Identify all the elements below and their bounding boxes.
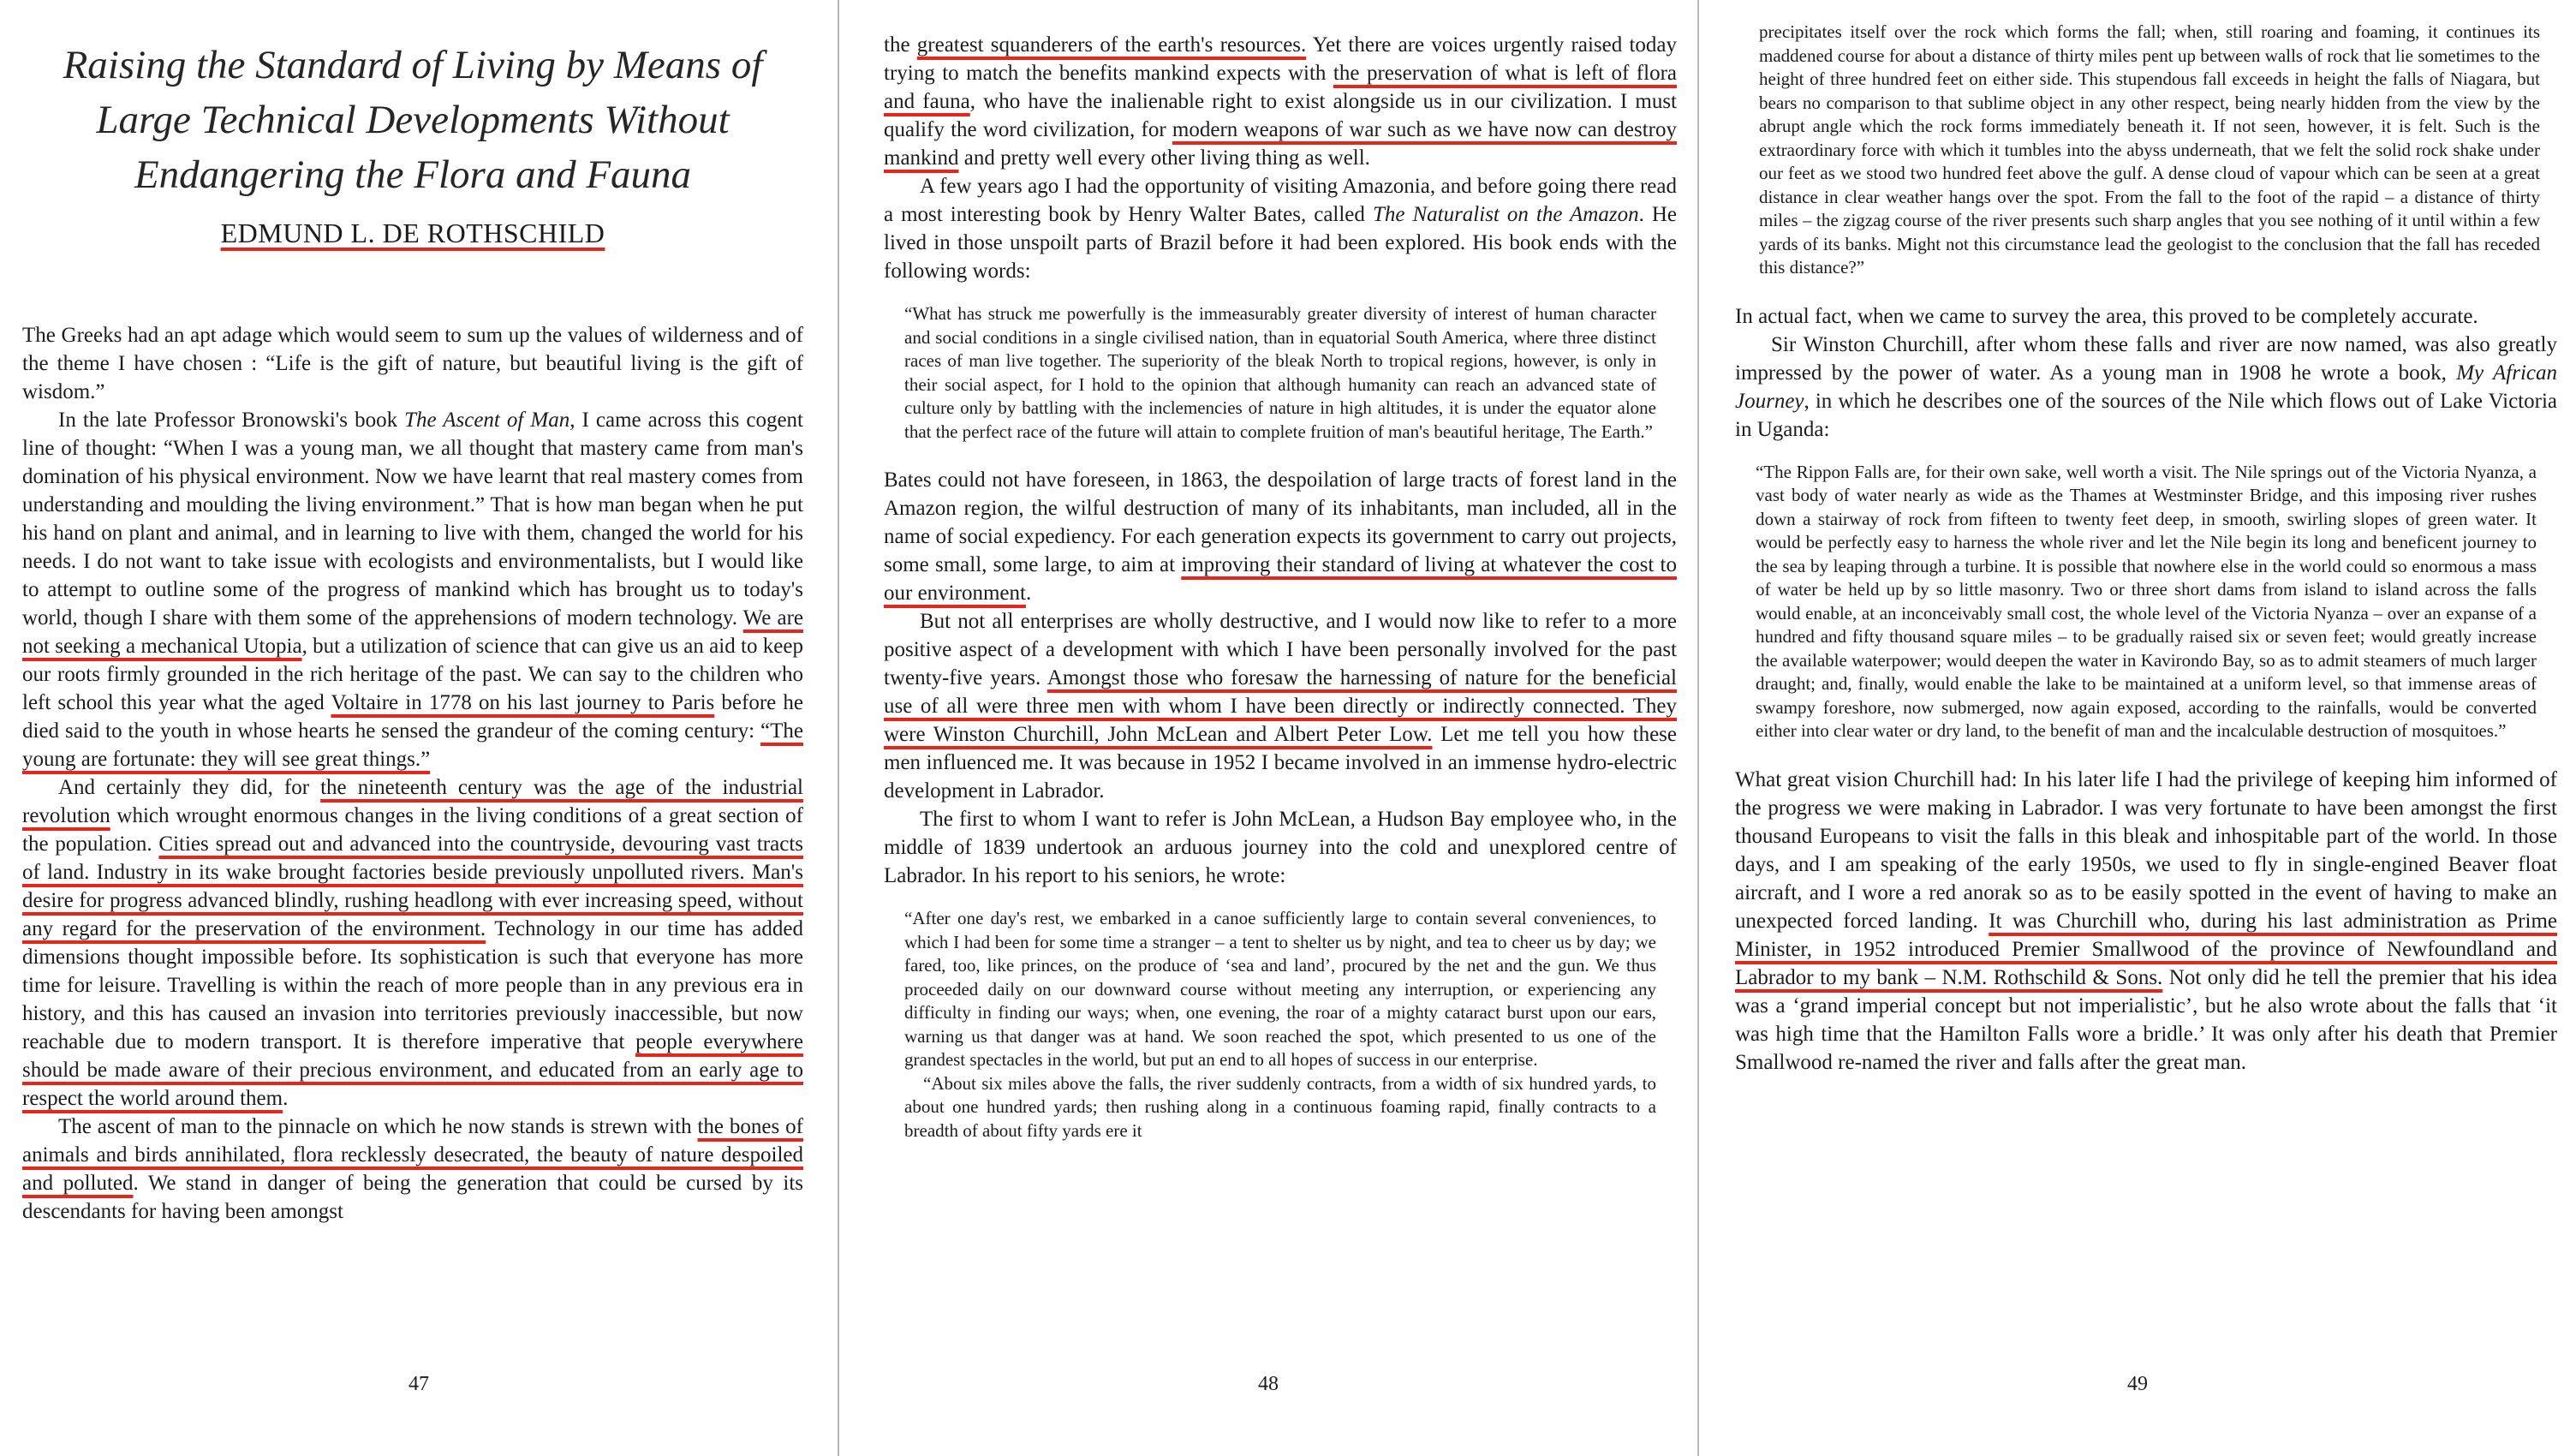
block-quote: “After one day's rest, we embarked in a canoe sufficiently large to contain several conveniences, to which I had been for some time a stranger – a tent to shelter us by night, and tea to cheer us by day; we fared, too, like princes, on the produce of ‘sea and land’, procured by the net and the gun. We thus proceeded daily on our downward course without meeting any interruption, or experiencing any difficulty in finding our ways; when, one evening, the roar of a mighty cataract burst upon our ears, warning us that danger was at hand. We soon reached the spot, which presented to us one of the grandest spectacles in the world, but put an end to all hopes of success in our enterprise. “About six miles above the falls, the river suddenly contracts, from a width of six hundred yards, to about one hundred yards; then rushing along in a continuous foaming rapid, finally contracts to a breadth of about fifty yards ere it: [904, 908, 1656, 1141]
page-48-body-cont: [884, 466, 1677, 890]
underlined-passage: greatest squanderers of the earth's resources.: [916, 33, 1307, 57]
paragraph: Bates could not have foreseen, in 1863, the despoilation of large tracts of forest land in the Amazon region, the wilful destruction of many of its inhabitants, man included, all in the name of social expediency. For each generation expects its government to carry out projects, some small, some large, to aim at improving their standard of living at whatever the cost to our environment.: [884, 468, 1677, 605]
underlined-passage: the preservation of what is left of flora and fauna: [884, 62, 1678, 113]
paragraph: the greatest squanderers of the earth's resources. Yet there are voices urgently raised today trying to match the benefits mankind expects with the preservation of what is left of flora and fauna, who have the inalienable right to exist alongside us in our civilization. I must qualify the word civilization, for modern weapons of war such as we have now can destroy mankind and pretty well every other living thing as well.: [884, 33, 1678, 170]
author-name: [22, 218, 803, 249]
book-title: My African Journey: [1735, 361, 2557, 413]
page-47: [0, 0, 838, 1456]
page-47-body: [22, 321, 803, 1226]
underlined-passage: modern weapons of war such as we have now can destroy mankind: [884, 118, 1677, 170]
underlined-passage: We are not seeking a mechanical Utopia: [22, 606, 803, 658]
paragraph: A few years ago I had the opportunity of visiting Amazonia, and before going there read a most interesting book by Henry Walter Bates, called The Naturalist on the Amazon. He lived in those unspoilt parts of Brazil before it had been explored. His book ends with the following words:: [884, 175, 1678, 283]
page-48-body: [884, 31, 1677, 285]
page-number: 49: [2127, 1373, 2148, 1395]
article-title: Raising the Standard of Living by Means of Large Technical Developments Without Endangering the Flora and Fauna: [63, 43, 763, 197]
page-49-body: [1735, 302, 2557, 444]
author-highlight: EDMUND L. DE ROTHSCHILD: [220, 218, 605, 248]
paragraph: The Greeks had an apt adage which would seem to sum up the values of wilderness and of the theme I have chosen : “Life is the gift of nature, but beautiful living is the gift of wisdom.”: [22, 324, 803, 403]
underlined-passage: people everywhere should be made aware of their precious environment, and educated from an early age to respect the world around them: [22, 1030, 803, 1110]
underlined-passage: Amongst those who foresaw the harnessing of nature for the beneficial use of all were three men with whom I have been directly or indirectly connected. They were Winston Churchill, John McLean and Albert Peter Low.: [884, 666, 1677, 746]
page-48: [839, 0, 1697, 1456]
book-title: The Ascent of Man: [404, 409, 570, 432]
paragraph: The ascent of man to the pinnacle on which he now stands is strewn with the bones of animals and birds annihilated, flora recklessly desecrated, the beauty of nature despoiled and polluted. We stand in danger of being the generation that could be cursed by its descendants for having been amongst: [22, 1115, 804, 1223]
page-49: [1699, 0, 2576, 1456]
block-quote: “The Rippon Falls are, for their own sake, well worth a visit. The Nile springs out of the Victoria Nyanza, a vast body of water nearly as wide as the Thames at Westminster Bridge, and this imposing river rushes down a stairway of rock from fifteen to twenty feet deep, in smooth, swirling slopes of green water. It would be perfectly easy to harness the whole river and let the Nile begin its long and beneficent journey to the sea by leaping through a turbine. It is possible that nowhere else in the world could so enormous a mass of water be held up by so little masonry. Two or three short dams from island to island across the falls would enable, at an inconceivably small cost, the whole level of the Victoria Nyanza – over an expanse of a hundred and fifty thousand square miles – to be gradually raised six or seven feet; would greatly increase the available waterpower; would deepen the water in Kavirondo Bay, so as to admit steamers of much larger draught; and, finally, would enable the lake to be maintained at a uniform level, so that immense areas of swampy foreshore, now submerged, now again exposed, according to the rainfalls, would be converted either into clear water or dry land, to the benefit of man and the incalculable destruction of mosquitoes.”: [1756, 461, 2537, 741]
paragraph: And certainly they did, for the nineteenth century was the age of the industrial revolution which wrought enormous changes in the living conditions of a great section of the population. Cities spread out and advanced into the countryside, devouring vast tracts of land. Industry in its wake brought factories beside previously unpolluted rivers. Man's desire for progress advanced blindly, rushing headlong with ever increasing speed, without any regard for the preservation of the environment. Technology in our time has added dimensions thought impossible before. Its sophistication is such that everyone has more time for leisure. Travelling is within the reach of more people than in any previous era in history, and this has caused an invasion into territories previously inaccessible, but now reachable due to modern transport. It is therefore imperative that people everywhere should be made aware of their precious environment, and educated from an early age to respect the world around them.: [22, 776, 804, 1110]
book-title: The Naturalist on the Amazon: [1372, 203, 1639, 226]
underlined-passage: the bones of animals and birds annihilated, flora recklessly desecrated, the beauty of nature despoiled and polluted: [22, 1115, 803, 1195]
page-number: 47: [408, 1373, 429, 1395]
paragraph: But not all enterprises are wholly destructive, and I would now like to refer to a more positive aspect of a development with which I have been personally involved for the past twenty-five years. Amongst those who foresaw the harnessing of nature for the beneficial use of all were three men with whom I have been directly or indirectly connected. They were Winston Churchill, John McLean and Albert Peter Low. Let me tell you how these men influenced me. It was because in 1952 I became involved in an immense hydro-electric development in Labrador.: [884, 610, 1677, 803]
page-49-body-cont: [1735, 766, 2557, 1077]
paragraph: Sir Winston Churchill, after whom these falls and river are now named, was also greatly impressed by the power of water. As a young man in 1908 he wrote a book, My African Journey, in which he describes one of the sources of the Nile which flows out of Lake Victoria in Uganda:: [1735, 332, 2557, 441]
underlined-passage: “The young are fortunate: they will see great things.”: [22, 719, 803, 771]
underlined-passage: Voltaire in 1778 on his last journey to Paris: [331, 691, 715, 714]
paragraph: In actual fact, when we came to survey the area, this proved to be completely accurate.: [1735, 304, 2478, 328]
block-quote: “What has struck me powerfully is the immeasurably greater diversity of interest of human character and social conditions in a single civilised nation, than in equatorial South America, where three distinct races of man live together. The superiority of the bleak North to tropical regions, however, is only in their social aspect, for I hold to the opinion that although humanity can reach an advanced state of culture only by battling with the inclemencies of nature in high altitudes, it is under the equator alone that the perfect race of the future will attain to complete fruition of man's beautiful heritage, The Earth.”: [904, 303, 1656, 442]
underlined-passage: Cities spread out and advanced into the countryside, devouring vast tracts of land. Industry in its wake brought factories beside previously unpolluted rivers. Man's desire for progress advanced blindly, rushing headlong with ever increasing speed, without any regard for the preservation of the environment.: [22, 832, 803, 940]
underlined-passage: It was Churchill who, during his last administration as Prime Minister, in 1952 introduced Premier Smallwood of the province of Newfoundland and Labrador to my bank – N.M. Rothschild & Sons.: [1735, 909, 2557, 989]
underlined-passage: improving their standard of living at whatever the cost to our environment: [884, 553, 1677, 605]
paragraph: What great vision Churchill had: In his later life I had the privilege of keeping him informed of the progress we were making in Labrador. I was very fortunate to have been amongst the first thousand Europeans to visit the falls in this bleak and inhospitable part of the world. In those days, and I am speaking of the early 1950s, we used to fly in single-engined Beaver float aircraft, and I wore a red anorak so as to be easily spotted in the event of having to make an unexpected forced landing. It was Churchill who, during his last administration as Prime Minister, in 1952 introduced Premier Smallwood of the province of Newfoundland and Labrador to my bank – N.M. Rothschild & Sons. Not only did he tell the premier that his idea was a ‘grand imperial concept but not imperialistic’, but he also wrote about the falls that ‘it was high time that the Hamilton Falls wore a bridle.’ It was only after his death that Premier Smallwood re-named the river and falls after the great man.: [1735, 767, 2557, 1074]
page-number: 48: [1258, 1373, 1279, 1395]
paragraph: The first to whom I want to refer is John McLean, a Hudson Bay employee who, in the middle of 1839 undertook an arduous journey into the cold and unexplored centre of Labrador. In his report to his seniors, he wrote:: [884, 808, 1677, 887]
paragraph: In the late Professor Bronowski's book The Ascent of Man, I came across this cogent line of thought: “When I was a young man, we all thought that mastery came from man's domination of his physical environment. Now we have learnt that real mastery comes from understanding and moulding the living environment.” That is how man began when he put his hand on plant and animal, and in learning to live with them, changed the world for his needs. I do not want to take issue with ecologists and environmentalists, but I would like to attempt to outline some of the progress of mankind which has brought us to today's world, though I share with them some of the apprehensions of modern technology. We are not seeking a mechanical Utopia, but a utilization of science that can give us an aid to keep our roots firmly grounded in the rich heritage of the past. We can say to the children who left school this year what the aged Voltaire in 1778 on his last journey to Paris before he died said to the youth in whose hearts he sensed the grandeur of the coming century: “The young are fortunate: they will see great things.”: [22, 409, 803, 771]
underlined-passage: the nineteenth century was the age of the industrial revolution: [22, 776, 803, 827]
block-quote: precipitates itself over the rock which forms the fall; when, still roaring and foaming, it continues its maddened course for about a distance of thirty miles pent up between walls of rock that lie sometimes to the height of three hundred feet on either side. This stupendous fall exceeds in height the falls of Niagara, but bears no comparison to that sublime object in any other respect, being nearly hidden from the view by the abrupt angle which the rock forms immediately beneath it. If not seen, however, it is felt. Such is the extraordinary force with which it tumbles into the abyss underneath, that we felt the solid rock shake under our feet as we stood two hundred feet above the gulf. A dense cloud of vapour which can be seen at a great distance in clear weather hangs over the spot. From the fall to the foot of the rapid – a distance of thirty miles – the zigzag course of the river presents such sharp angles that you see nothing of it until within a few yards of its banks. Might not this circumstance lead the geologist to the conclusion that the fall has receded this distance?”: [1759, 21, 2540, 277]
